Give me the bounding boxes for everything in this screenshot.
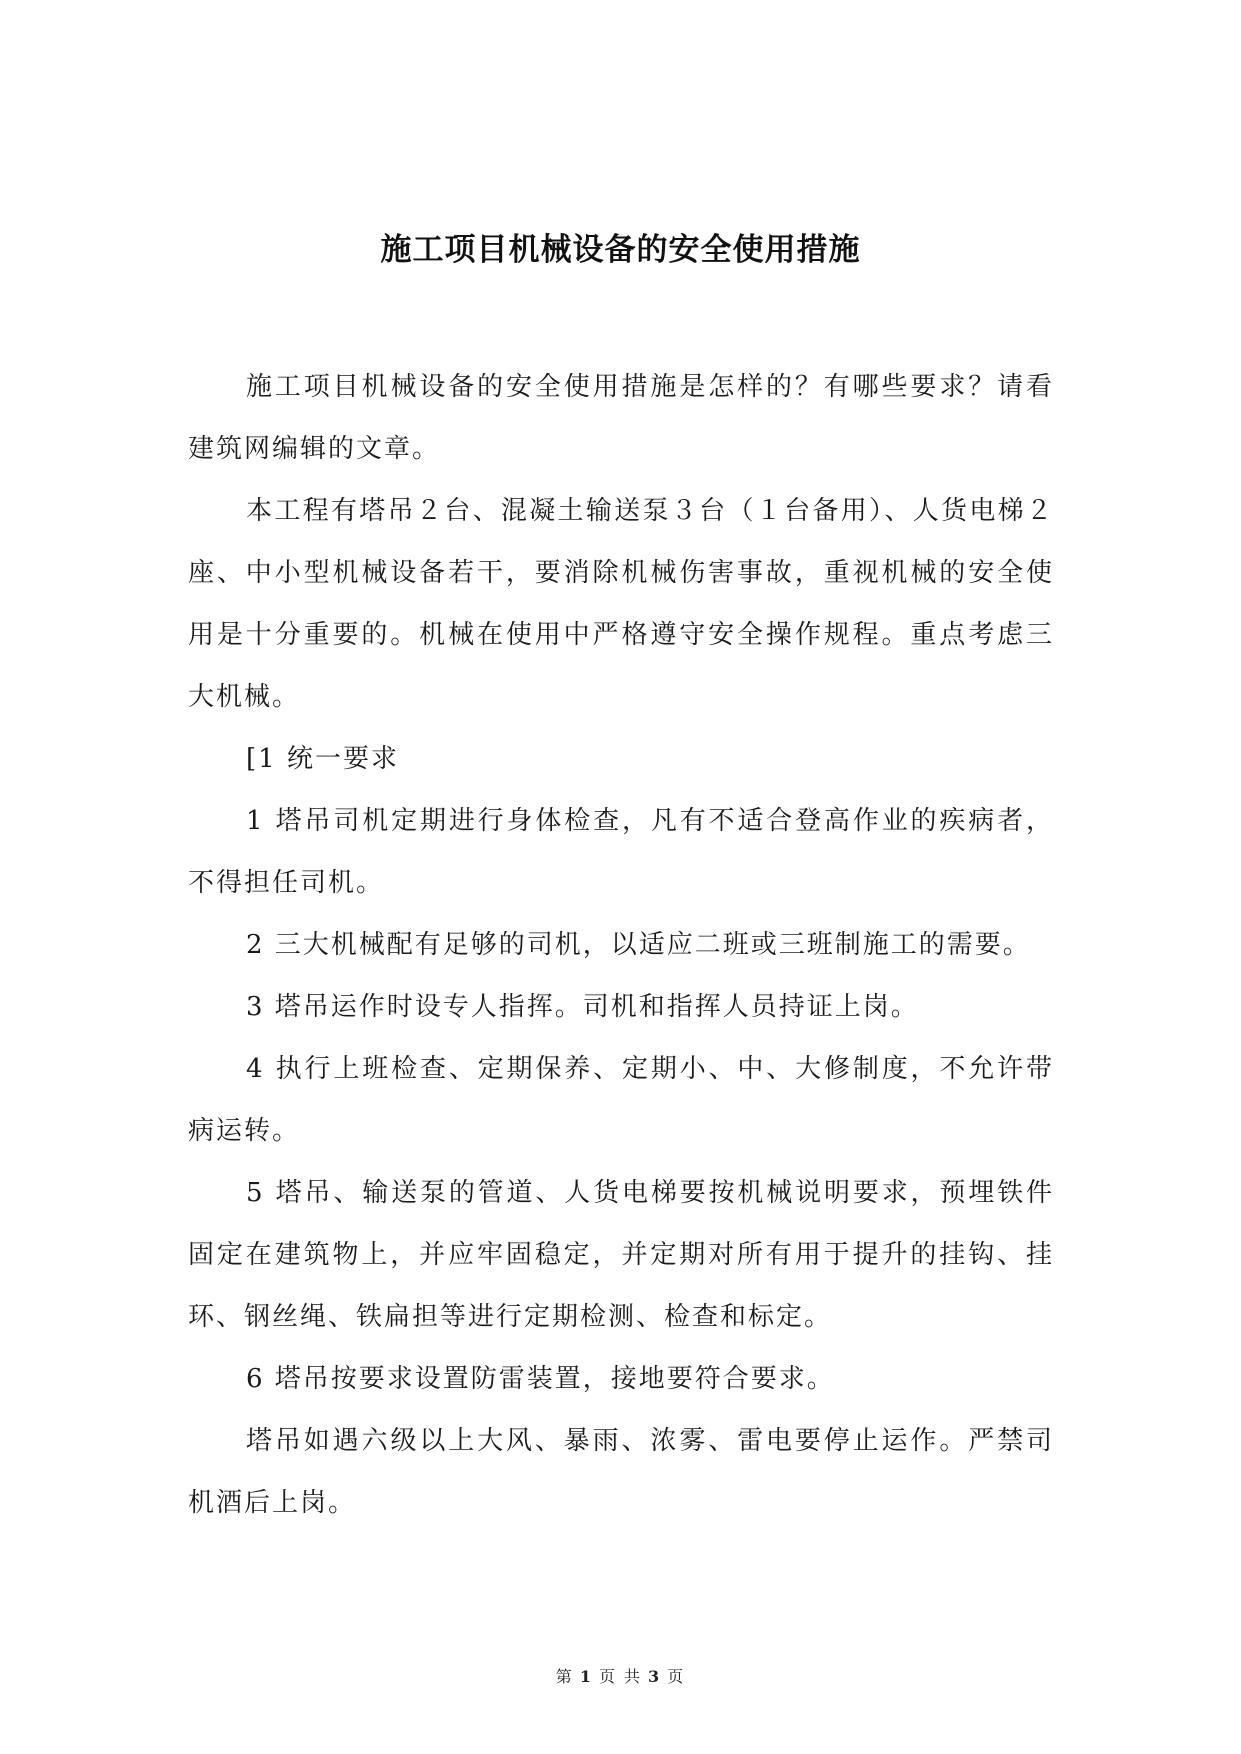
paragraph-item-5: 5 塔吊、输送泵的管道、人货电梯要按机械说明要求，预埋铁件固定在建筑物上，并应牢固稳定，并定期对所有用于提升的挂钩、挂环、钢丝绳、铁扁担等进行定期检测、检查和标定。 [188, 1178, 1054, 1332]
paragraph-weather-rule: 塔吊如遇六级以上大风、暴雨、浓雾、雷电要停止运作。严禁司机酒后上岗。 [188, 1426, 1054, 1518]
paragraph-item-1: 1 塔吊司机定期进行身体检查，凡有不适合登高作业的疾病者，不得担任司机。 [188, 806, 1054, 898]
paragraph-overview: 本工程有塔吊２台、混凝土输送泵３台（１台备用）、人货电梯２座、中小型机械设备若干，要消除机械伤害事故，重视机械的安全使用是十分重要的。机械在使用中严格遵守安全操作规程。重点考虑三大机械。 [188, 496, 1054, 712]
footer-suffix: 页 [667, 1667, 686, 1686]
document-title: 施工项目机械设备的安全使用措施 [380, 232, 861, 268]
footer-prefix: 第 [555, 1667, 574, 1686]
footer-current-page: 1 [579, 1667, 593, 1686]
section-heading: [1 统一要求 [246, 744, 399, 774]
paragraph-item-3: 3 塔吊运作时设专人指挥。司机和指挥人员持证上岗。 [246, 992, 919, 1022]
footer-total-pages: 3 [648, 1667, 662, 1686]
document-body [188, 356, 1054, 1534]
paragraph-item-4: 4 执行上班检查、定期保养、定期小、中、大修制度，不允许带病运转。 [188, 1054, 1054, 1146]
page-footer [0, 1664, 1241, 1687]
paragraph-intro: 施工项目机械设备的安全使用措施是怎样的？有哪些要求？请看建筑网编辑的文章。 [188, 372, 1054, 464]
paragraph-item-6: 6 塔吊按要求设置防雷装置，接地要符合要求。 [246, 1364, 835, 1394]
footer-middle: 页 共 [598, 1667, 643, 1686]
paragraph-item-2: 2 三大机械配有足够的司机，以适应二班或三班制施工的需要。 [246, 930, 1031, 960]
